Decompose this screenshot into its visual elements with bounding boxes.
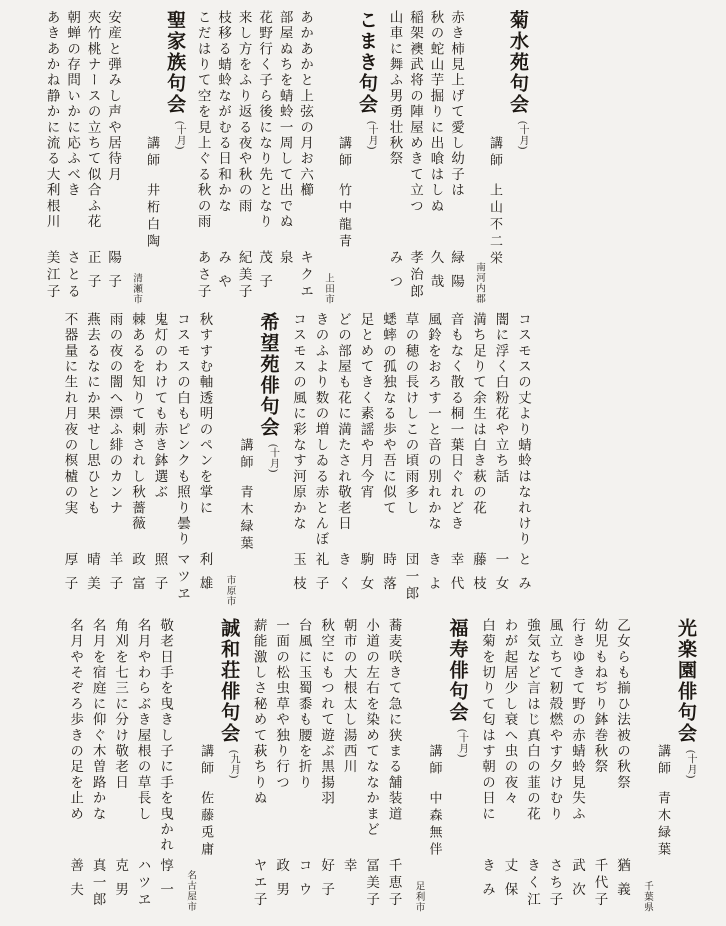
- haiku-column: [299, 10, 313, 308]
- haiku-text: わが起居少し衰へ虫の夜々: [502, 618, 518, 807]
- haiku-author: 陽 子: [106, 250, 122, 291]
- haiku-column: [481, 618, 495, 916]
- haiku-author: あさ子: [195, 250, 211, 301]
- haiku-text: あきあかね静かに流る大利根川: [44, 10, 60, 230]
- haiku-column: [217, 10, 231, 308]
- haiku-author: 孝治郎: [408, 250, 424, 301]
- section-location: 千葉県: [642, 880, 652, 912]
- haiku-text: 燕去るなにか果せし思ひとも: [85, 312, 101, 517]
- lecturer-label: 講師: [427, 744, 443, 778]
- haiku-column: [427, 312, 441, 610]
- section-location: 名古屋市: [185, 870, 196, 912]
- section-month: (十月): [685, 750, 696, 779]
- haiku-author: 千恵子: [386, 858, 402, 909]
- haiku-author: ハツヱ: [135, 858, 151, 909]
- haiku-author: と み: [516, 552, 531, 593]
- haiku-column: [359, 312, 373, 610]
- lecturer-label: 講師: [656, 744, 671, 778]
- haiku-column: [159, 618, 173, 916]
- haiku-column: [337, 312, 351, 610]
- haiku-column: [429, 10, 443, 308]
- haiku-text: 稲架襖武将の陣屋めきて立つ: [408, 10, 424, 215]
- section-lecturer-line: [146, 10, 159, 308]
- haiku-text: 秋空にもつれて遊ぶ黒揚羽: [319, 618, 335, 807]
- section-header: [184, 618, 238, 916]
- section-title-line: [357, 10, 376, 308]
- haiku-author: 惇 一: [158, 858, 174, 899]
- haiku-column: [66, 10, 80, 308]
- section-month: (十月): [174, 121, 186, 150]
- haiku-text: 乙女らも揃ひ法被の秋祭: [615, 618, 631, 791]
- section-location: 上田市: [323, 272, 334, 304]
- haiku-author: 泉: [277, 250, 293, 267]
- haiku-text: どの部屋も花に満たされ敬老日: [336, 312, 351, 532]
- section-header: [413, 618, 467, 916]
- section-header: [322, 10, 376, 308]
- haiku-column: [494, 312, 508, 610]
- haiku-author: 真一郎: [90, 858, 106, 909]
- haiku-author: 礼 子: [313, 552, 329, 593]
- section-month: (十月): [517, 121, 528, 150]
- haiku-author: 一 女: [493, 552, 509, 593]
- text-band-bottom: [40, 618, 700, 916]
- haiku-text: 不器量に生れ月夜の榠樝の実: [62, 312, 78, 517]
- haiku-column: [275, 618, 289, 916]
- section-title-line: [219, 618, 238, 916]
- haiku-author: き く: [336, 552, 351, 593]
- haiku-author: み や: [216, 250, 232, 291]
- haiku-column: [517, 312, 531, 610]
- haiku-column: [196, 10, 210, 308]
- haiku-text: 足とめてきく素謡や月今宵: [358, 312, 374, 501]
- section-lecturer-line: [657, 618, 670, 916]
- haiku-author: 正 子: [85, 250, 101, 291]
- haiku-column: [472, 312, 486, 610]
- haiku-author: み つ: [387, 250, 403, 291]
- section-title: 菊水苑句会: [507, 10, 528, 115]
- haiku-author: き み: [480, 858, 496, 899]
- section-title: こまき句会: [356, 10, 378, 115]
- haiku-column: [297, 618, 311, 916]
- haiku-author: 照 子: [152, 552, 168, 593]
- haiku-text: 山車に舞ふ男勇壮秋祭: [387, 10, 403, 167]
- section-lecturer-line: [338, 10, 351, 308]
- section-title-line: [259, 312, 278, 610]
- haiku-column: [382, 312, 396, 610]
- haiku-author: 晴 美: [85, 552, 101, 593]
- haiku-text: 秋の蛇山芋掘りに出喰はしぬ: [428, 10, 444, 215]
- haiku-text: 敬老日手を曳きし子に手を曳かれ: [158, 618, 174, 854]
- text-band-top: [27, 10, 532, 308]
- haiku-author: 時 落: [381, 552, 396, 593]
- haiku-column: [45, 10, 59, 308]
- haiku-text: コスモスの風に彩なす河原かな: [291, 312, 306, 532]
- haiku-text: 安産と弾みし声や居待月: [106, 10, 122, 183]
- haiku-column: [593, 618, 607, 916]
- lecturer-name: 井桁白陶: [145, 183, 161, 251]
- haiku-text: 雨の夜の闇へ漂ふ緋のカンナ: [107, 312, 123, 517]
- haiku-text: 一面の松虫草や独り行つ: [274, 618, 290, 791]
- section-title: 希望苑俳句会: [257, 312, 279, 438]
- haiku-column: [86, 10, 100, 308]
- haiku-author: 緑 陽: [449, 250, 465, 291]
- section-header: [224, 312, 278, 610]
- haiku-text: 白菊を切りて匂はす朝の日に: [480, 618, 496, 823]
- section-month: (十月): [456, 729, 468, 758]
- section-title: 誠和荘俳句会: [218, 618, 240, 744]
- haiku-author: 千代子: [592, 858, 608, 909]
- haiku-column: [314, 312, 328, 610]
- lecturer-name: 青木緑葉: [656, 791, 671, 859]
- haiku-column: [365, 618, 379, 916]
- section-title: 福寿俳句会: [446, 618, 468, 723]
- lecturer-label: 講師: [145, 136, 161, 170]
- haiku-author: 厚 子: [62, 552, 78, 593]
- section-location: 清瀬市: [131, 272, 142, 304]
- haiku-author: さち子: [547, 858, 563, 909]
- haiku-text: 夾竹桃ナースの立ちて似合ふ花: [85, 10, 101, 230]
- haiku-text: 名月やわらぶき屋根の草長し: [135, 618, 151, 823]
- haiku-author: ヤエ子: [251, 858, 267, 909]
- haiku-column: [114, 618, 128, 916]
- haiku-column: [153, 312, 167, 610]
- haiku-column: [237, 10, 251, 308]
- haiku-text: 行きゆきて野の赤蜻蛉見失ふ: [570, 618, 586, 823]
- haiku-column: [63, 312, 77, 610]
- lecturer-label: 講師: [238, 438, 254, 472]
- haiku-author: きく江: [525, 858, 541, 909]
- haiku-author: 善 夫: [68, 858, 84, 899]
- haiku-text: 小道の左右を染めてななかまど: [364, 618, 380, 838]
- section-header: [130, 10, 184, 308]
- haiku-column: [526, 618, 540, 916]
- haiku-text: 朝蝉の存問いかに応ふべき: [65, 10, 81, 199]
- haiku-column: [548, 618, 562, 916]
- haiku-text: 蕎麦咲きて急に狭まる舗装道: [386, 618, 402, 823]
- lecturer-name: 中森無伴: [427, 791, 443, 859]
- haiku-column: [198, 312, 212, 610]
- haiku-author: 政 男: [274, 858, 290, 899]
- haiku-text: 闇に浮く白粉花や立ち話: [493, 312, 509, 485]
- section-title-line: [676, 618, 695, 916]
- haiku-author: 幸 代: [448, 552, 464, 593]
- haiku-column: [86, 312, 100, 610]
- text-band-middle: [30, 312, 530, 610]
- section-title: 光楽園俳句会: [675, 618, 696, 744]
- haiku-text: きのふより数の増しゐる赤とんぼ: [313, 312, 329, 548]
- haiku-author: 茂 子: [257, 250, 273, 291]
- haiku-column: [450, 10, 464, 308]
- haiku-column: [292, 312, 306, 610]
- haiku-text: 風立ちて籾殻燃やす夕けむり: [547, 618, 563, 823]
- haiku-author: 利 雄: [197, 552, 213, 593]
- haiku-author: コ ウ: [296, 858, 312, 899]
- haiku-author: 冨美子: [364, 858, 380, 909]
- haiku-text: あかあかと上弦の月お六櫛: [298, 10, 314, 199]
- haiku-text: 鬼灯のわけても赤き鉢選ぶ: [152, 312, 168, 501]
- haiku-text: 台風に玉蜀黍も腰を折り: [296, 618, 312, 791]
- section-month: (九月): [228, 750, 240, 779]
- haiku-column: [449, 312, 463, 610]
- section-location: 南河内郡: [474, 262, 484, 304]
- haiku-author: き よ: [426, 552, 441, 593]
- haiku-text: 風鈴をおろす一と音の別れかな: [426, 312, 441, 532]
- lecturer-name: 上山不二栄: [488, 183, 503, 268]
- haiku-author: 団一郎: [403, 552, 419, 603]
- haiku-text: 満ち足りて余生は白き萩の花: [471, 312, 486, 517]
- haiku-text: 名月を宿庭に仰ぐ木曽路かな: [90, 618, 106, 823]
- haiku-column: [409, 10, 423, 308]
- section-title-line: [508, 10, 527, 308]
- haiku-text: 薪能激しさ秘めて萩ちりぬ: [251, 618, 267, 807]
- haiku-text: 蟋蟀の孤独なる歩や吾に似て: [381, 312, 396, 517]
- haiku-author: 紀美子: [236, 250, 252, 301]
- haiku-author: 猶 義: [615, 858, 631, 899]
- haiku-column: [342, 618, 356, 916]
- lecturer-name: 竹中龍青: [337, 183, 353, 251]
- haiku-text: 枝移る蜻蛉ながむる日和かな: [216, 10, 232, 215]
- haiku-author: さとる: [65, 250, 81, 301]
- haiku-column: [176, 312, 190, 610]
- haiku-column: [258, 10, 272, 308]
- haiku-author: 玉 枝: [291, 552, 306, 593]
- section-lecturer-line: [240, 312, 253, 610]
- haiku-column: [503, 618, 517, 916]
- haiku-column: [136, 618, 150, 916]
- section-month: (十月): [267, 444, 279, 473]
- haiku-text: 草の穂の長けしこの頃雨多し: [403, 312, 419, 517]
- haiku-text: 来し方をふり返る夜や秋の雨: [236, 10, 252, 215]
- haiku-text: 秋すすむ軸透明のペンを掌に: [197, 312, 213, 517]
- section-title-line: [165, 10, 184, 308]
- haiku-column: [388, 10, 402, 308]
- section-month: (十月): [366, 121, 378, 150]
- haiku-author: 好 子: [319, 858, 335, 899]
- haiku-text: コスモスの丈より蜻蛉はなれけり: [516, 312, 531, 548]
- section-title-line: [448, 618, 467, 916]
- section-location: 市原市: [224, 574, 235, 606]
- haiku-author: 幸: [341, 858, 357, 875]
- haiku-text: コスモスの白もピンクも照り曇り: [175, 312, 191, 548]
- lecturer-name: 佐藤兎庸: [199, 791, 215, 859]
- haiku-column: [387, 618, 401, 916]
- haiku-author: 丈 保: [502, 858, 518, 899]
- haiku-text: 音もなく散る桐一葉日ぐれどき: [448, 312, 464, 532]
- haiku-column: [91, 618, 105, 916]
- haiku-column: [320, 618, 334, 916]
- haiku-column: [69, 618, 83, 916]
- section-header: [641, 618, 695, 916]
- haiku-column: [278, 10, 292, 308]
- haiku-author: マツヱ: [175, 552, 191, 603]
- section-lecturer-line: [429, 618, 442, 916]
- lecturer-label: 講師: [199, 744, 215, 778]
- haiku-column: [131, 312, 145, 610]
- haiku-text: 朝市の大根太し湯西川: [341, 618, 357, 775]
- haiku-text: 角刈を七三に分け敬老日: [113, 618, 129, 791]
- haiku-text: 棘あるを知りて刺されし秋薔薇: [130, 312, 146, 532]
- haiku-author: 久 哉: [428, 250, 444, 291]
- haiku-column: [108, 312, 122, 610]
- haiku-author: 克 男: [113, 858, 129, 899]
- section-lecturer-line: [200, 618, 213, 916]
- section-title: 聖家族句会: [164, 10, 186, 115]
- haiku-column: [571, 618, 585, 916]
- haiku-author: キクエ: [298, 250, 314, 301]
- haiku-text: 赤き柿見上げて愛し幼子は: [449, 10, 465, 199]
- haiku-column: [107, 10, 121, 308]
- haiku-text: 強気など言はじ真白の韮の花: [525, 618, 541, 823]
- haiku-author: 羊 子: [107, 552, 123, 593]
- haiku-author: 美江子: [44, 250, 60, 301]
- lecturer-label: 講師: [337, 136, 353, 170]
- haiku-author: 政 富: [130, 552, 146, 593]
- haiku-column: [252, 618, 266, 916]
- haiku-text: こだはりて空を見上ぐる秋の雨: [195, 10, 211, 230]
- haiku-text: 名月やそぞろ歩きの足を止め: [68, 618, 84, 823]
- lecturer-label: 講師: [488, 136, 503, 170]
- section-location: 足利市: [413, 880, 424, 912]
- lecturer-name: 青木緑葉: [238, 485, 254, 553]
- haiku-text: 幼児もねぢり鉢巻秋祭: [592, 618, 608, 775]
- haiku-author: 武 次: [570, 858, 586, 899]
- section-header: [473, 10, 527, 308]
- haiku-text: 花野行く子ら後になり先となり: [257, 10, 273, 230]
- haiku-column: [404, 312, 418, 610]
- haiku-column: [616, 618, 630, 916]
- haiku-text: 部屋ぬちを蜻蛉一周して出でぬ: [277, 10, 293, 230]
- section-lecturer-line: [489, 10, 502, 308]
- haiku-author: 藤 枝: [471, 552, 486, 593]
- haiku-author: 駒 女: [358, 552, 374, 593]
